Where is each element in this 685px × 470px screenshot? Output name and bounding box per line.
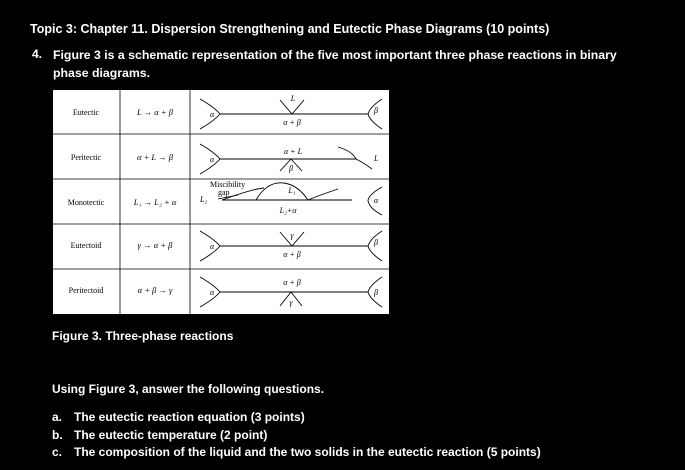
reaction-eutectic: L → α + β xyxy=(136,107,174,117)
subquestion-letter: b. xyxy=(52,427,63,442)
topic-title: Topic 3: Chapter 11. Dispersion Strengthening and Eutectic Phase Diagrams (10 points) xyxy=(30,22,550,36)
subquestion-letter: a. xyxy=(52,410,63,424)
row-name-monotectic: Monotectic xyxy=(67,198,105,207)
eutectic-top-phase: L xyxy=(290,94,296,103)
reaction-eutectoid: γ → α + β xyxy=(137,240,173,250)
peritectoid-right-phase: β xyxy=(374,288,378,297)
subquestion-text: The eutectic reaction equation (3 points) xyxy=(74,410,305,424)
peritectic-left-phase: α xyxy=(210,155,215,164)
miscibility-dome xyxy=(256,183,308,200)
gamma-boundary-right xyxy=(292,232,304,246)
three-phase-reactions-figure xyxy=(52,89,390,315)
figure-caption: Figure 3. Three-phase reactions xyxy=(52,329,234,343)
eutectoid-top-phase: γ xyxy=(290,231,294,240)
gamma-boundary-right xyxy=(291,292,302,306)
eutectic-right-phase: β xyxy=(374,106,378,115)
subquestion-text: The composition of the liquid and the two solids in the eutectic reaction (5 points) xyxy=(74,445,541,459)
liquidus-curve xyxy=(338,147,372,169)
peritectic-top-phase: α + L xyxy=(283,147,303,156)
monotectic-top-phase: L₁ xyxy=(288,186,296,195)
row-name-eutectic: Eutectic xyxy=(72,108,100,117)
miscibility-gap-label: gap xyxy=(218,188,230,197)
peritectoid-left-phase: α xyxy=(210,288,215,297)
eutectic-bottom-phase: α + β xyxy=(283,118,301,127)
reaction-monotectic: L₁ → L₂ + α xyxy=(133,197,177,207)
subquestion-letter: c. xyxy=(52,445,63,459)
peritectoid-bottom-phase: γ xyxy=(289,298,293,307)
figure-svg xyxy=(52,89,390,315)
liquidus-to-alpha xyxy=(308,189,338,200)
reaction-peritectic: α + L → β xyxy=(136,152,174,162)
row-name-eutectoid: Eutectoid xyxy=(70,241,102,250)
monotectic-bottom-phase: L₂+α xyxy=(279,206,297,215)
miscibility-label: Miscibility xyxy=(210,180,246,189)
eutectoid-left-phase: α xyxy=(210,242,215,251)
peritectic-right-phase: L xyxy=(374,154,379,163)
peritectic-bottom-phase: β xyxy=(289,164,293,173)
question-text: Figure 3 is a schematic representation of the five most important three phase reactions in binary phase diagrams. xyxy=(53,48,617,80)
eutectic-left-phase: α xyxy=(210,110,215,119)
eutectoid-right-phase: β xyxy=(374,238,378,247)
instructions-text: Using Figure 3, answer the following questions. xyxy=(52,382,325,396)
peritectoid-top-phase: α + β xyxy=(283,278,301,287)
monotectic-left-phase: L₂ xyxy=(200,195,208,204)
row-name-peritectic: Peritectic xyxy=(70,153,102,162)
monotectic-right-phase: α xyxy=(374,196,379,205)
row-name-peritectoid: Peritectoid xyxy=(68,286,104,295)
eutectoid-bottom-phase: α + β xyxy=(283,250,301,259)
subquestion-text: The eutectic temperature (2 point) xyxy=(74,427,268,442)
reaction-peritectoid: α + β → γ xyxy=(137,285,173,295)
question-number: 4. xyxy=(32,47,43,61)
